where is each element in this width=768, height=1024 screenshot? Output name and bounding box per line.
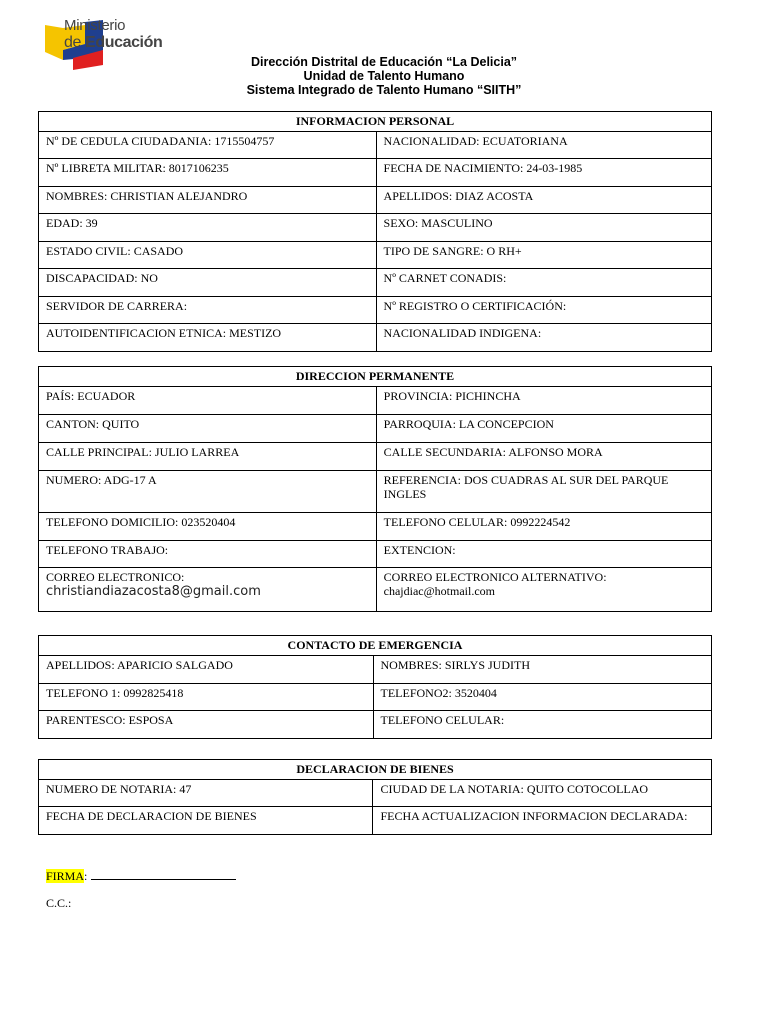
cc-label: C.C.:: [46, 896, 72, 910]
table-cell: NOMBRES: CHRISTIAN ALEJANDRO: [39, 187, 377, 214]
alt-email-value: chajdiac@hotmail.com: [383, 584, 496, 598]
emergency-contact-table: [38, 635, 712, 739]
logo-text-prefix: de: [64, 34, 86, 51]
table-cell: FECHA DE DECLARACION DE BIENES: [39, 807, 373, 835]
section-title: CONTACTO DE EMERGENCIA: [39, 636, 712, 656]
email-cell: [39, 568, 377, 612]
header-line2: Unidad de Talento Humano: [303, 69, 465, 83]
table-cell: SEXO: MASCULINO: [376, 214, 711, 242]
signature-underline[interactable]: [91, 869, 236, 880]
table-cell: NOMBRES: SIRLYS JUDITH: [373, 656, 712, 684]
section-title: DIRECCION PERMANENTE: [39, 367, 712, 387]
table-cell: TELEFONO 1: 0992825418: [39, 684, 374, 711]
section-title: DECLARACION DE BIENES: [39, 760, 712, 780]
table-cell: Nº DE CEDULA CIUDADANIA: 1715504757: [39, 132, 377, 159]
table-cell: NUMERO DE NOTARIA: 47: [39, 780, 373, 807]
table-cell: TELEFONO DOMICILIO: 023520404: [39, 513, 377, 541]
table-cell: TELEFONO TRABAJO:: [39, 541, 377, 568]
table-cell: CIUDAD DE LA NOTARIA: QUITO COTOCOLLAO: [373, 780, 712, 807]
table-cell: PARROQUIA: LA CONCEPCION: [376, 415, 711, 443]
table-cell: FECHA ACTUALIZACION INFORMACION DECLARADA:: [373, 807, 712, 835]
table-cell: DISCAPACIDAD: NO: [39, 269, 377, 297]
table-cell: PARENTESCO: ESPOSA: [39, 711, 374, 739]
table-cell: TELEFONO CELULAR: 0992224542: [376, 513, 711, 541]
header-line1: Dirección Distrital de Educación “La Delicia”: [250, 55, 518, 69]
table-cell: Nº REGISTRO O CERTIFICACIÓN:: [376, 297, 711, 324]
table-cell: EXTENCION:: [376, 541, 711, 568]
table-cell: EDAD: 39: [39, 214, 377, 242]
address-table: [38, 366, 712, 612]
table-cell: APELLIDOS: DIAZ ACOSTA: [376, 187, 711, 214]
signature-colon: :: [84, 869, 88, 883]
table-cell: TELEFONO2: 3520404: [373, 684, 712, 711]
table-cell: NACIONALIDAD: ECUATORIANA: [376, 132, 711, 159]
table-cell: FECHA DE NACIMIENTO: 24-03-1985: [376, 159, 711, 187]
table-cell: REFERENCIA: DOS CUADRAS AL SUR DEL PARQUE INGLES: [376, 471, 711, 513]
email-value: christiandiazacosta8@gmail.com: [46, 584, 261, 599]
asset-declaration-table: [38, 759, 712, 835]
table-cell: PROVINCIA: PICHINCHA: [376, 387, 711, 415]
table-cell: Nº LIBRETA MILITAR: 8017106235: [39, 159, 377, 187]
alt-email-cell: [376, 568, 711, 612]
logo-text-bold: Educación: [85, 34, 163, 51]
table-cell: NACIONALIDAD INDIGENA:: [376, 324, 711, 352]
table-cell: AUTOIDENTIFICACION ETNICA: MESTIZO: [39, 324, 377, 352]
document-header: [200, 55, 568, 97]
table-cell: CALLE PRINCIPAL: JULIO LARREA: [39, 443, 377, 471]
table-cell: APELLIDOS: APARICIO SALGADO: [39, 656, 374, 684]
email-label: CORREO ELECTRONICO:: [46, 570, 185, 584]
table-cell: CANTON: QUITO: [39, 415, 377, 443]
section-title: INFORMACION PERSONAL: [39, 112, 712, 132]
personal-info-table: [38, 111, 712, 352]
table-cell: PAÍS: ECUADOR: [39, 387, 377, 415]
signature-label: FIRMA: [46, 869, 85, 883]
logo-text-line1: Ministerio: [64, 17, 126, 34]
table-cell: SERVIDOR DE CARRERA:: [39, 297, 377, 324]
alt-email-label: CORREO ELECTRONICO ALTERNATIVO:: [383, 570, 607, 584]
table-cell: Nº CARNET CONADIS:: [376, 269, 711, 297]
table-cell: NUMERO: ADG-17 A: [39, 471, 377, 513]
header-line3: Sistema Integrado de Talento Humano “SIITH”: [246, 83, 522, 97]
table-cell: CALLE SECUNDARIA: ALFONSO MORA: [376, 443, 711, 471]
signature-line: [46, 869, 236, 884]
table-cell: TIPO DE SANGRE: O RH+: [376, 242, 711, 269]
table-cell: TELEFONO CELULAR:: [373, 711, 712, 739]
logo-text-line2: [64, 34, 162, 52]
table-cell: ESTADO CIVIL: CASADO: [39, 242, 377, 269]
